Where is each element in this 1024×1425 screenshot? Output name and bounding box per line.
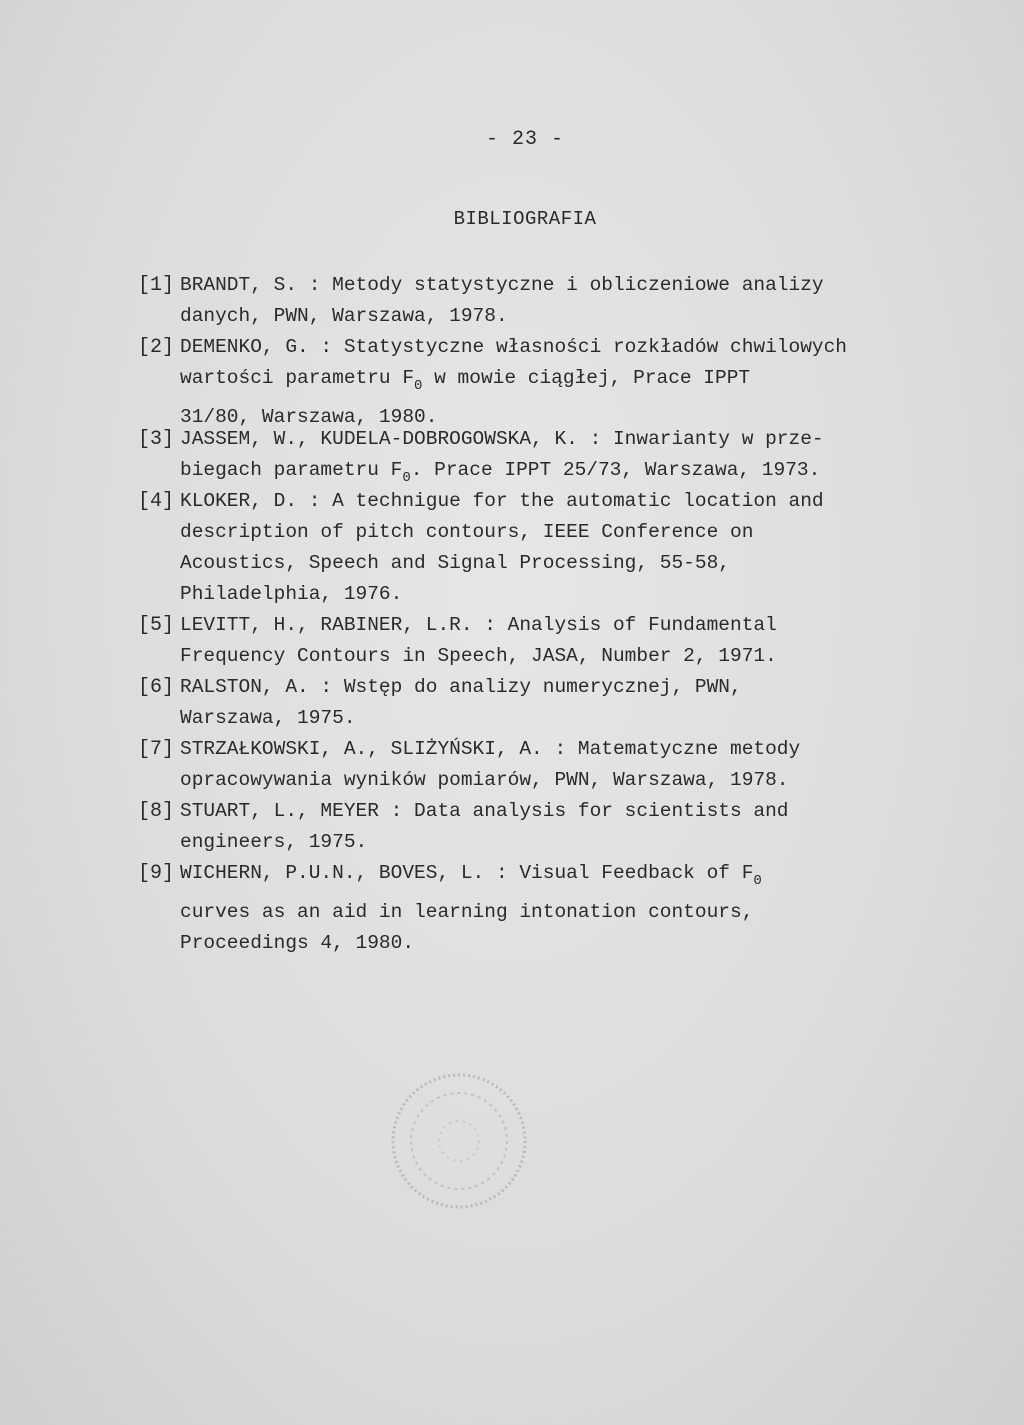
entry-number: [1]: [138, 274, 175, 297]
entry-text: BRANDT, S. : Metody statystyczne i obliczeniowe analizy danych, PWN, Warszawa, 1978.: [180, 274, 824, 327]
entry-number: [5]: [138, 614, 175, 637]
bibliography-entry: [138, 796, 898, 858]
entry-text: STRZAŁKOWSKI, A., SLIŻYŃSKI, A. : Matematyczne metody opracowywania wyników pomiarów, PWN, Warszawa, 1978.: [180, 738, 801, 791]
bibliography-entry: [138, 332, 898, 428]
entry-number: [8]: [138, 800, 175, 823]
entry-text: DEMENKO, G. : Statystyczne własności rozkładów chwilowych wartości parametru $F_0$ w mowie ciągłej, Prace IPPT 31/80, Warszawa, 1980.: [180, 336, 848, 428]
page-title: BIBLIOGRAFIA: [453, 208, 597, 230]
bibliography-entry: [138, 858, 898, 954]
bibliography-entry: [138, 610, 898, 672]
bibliography-entry: [138, 424, 898, 486]
entry-number: [6]: [138, 676, 175, 699]
entry-number: [7]: [138, 738, 175, 761]
page-number: - 23 -: [485, 128, 564, 151]
entry-number: [3]: [138, 428, 175, 451]
entry-number: [2]: [138, 336, 175, 359]
entry-text: KLOKER, D. : A technigue for the automatic location and description of pitch contours, IEEE Conference on Acoustics, Speech and Signal Processing, 55-58, Philadelphia, 1976.: [180, 490, 824, 605]
entry-text: JASSEM, W., KUDELA-DOBROGOWSKA, K. : Inwarianty w prze- biegach parametru $F_0$. Prace IPPT 25/73, Warszawa, 1973.: [180, 428, 824, 486]
entry-text: LEVITT, H., RABINER, L.R. : Analysis of Fundamental Frequency Contours in Speech, JASA, Number 2, 1971.: [180, 614, 777, 667]
entry-number: [9]: [138, 862, 175, 885]
entry-text: RALSTON, A. : Wstęp do analizy numerycznej, PWN, Warszawa, 1975.: [180, 676, 742, 729]
entry-number: [4]: [138, 490, 175, 513]
library-stamp-icon: [384, 1066, 534, 1216]
bibliography-entry: [138, 270, 898, 332]
entry-text: WICHERN, P.U.N., BOVES, L. : Visual Feedback of $F_0$ curves as an aid in learning intonation contours, Proceedings 4, 1980.: [180, 862, 762, 954]
bibliography-list: [138, 270, 898, 954]
bibliography-entry: [138, 486, 898, 610]
bibliography-entry: [138, 734, 898, 796]
entry-text: STUART, L., MEYER : Data analysis for scientists and engineers, 1975.: [180, 800, 789, 853]
bibliography-entry: [138, 672, 898, 734]
